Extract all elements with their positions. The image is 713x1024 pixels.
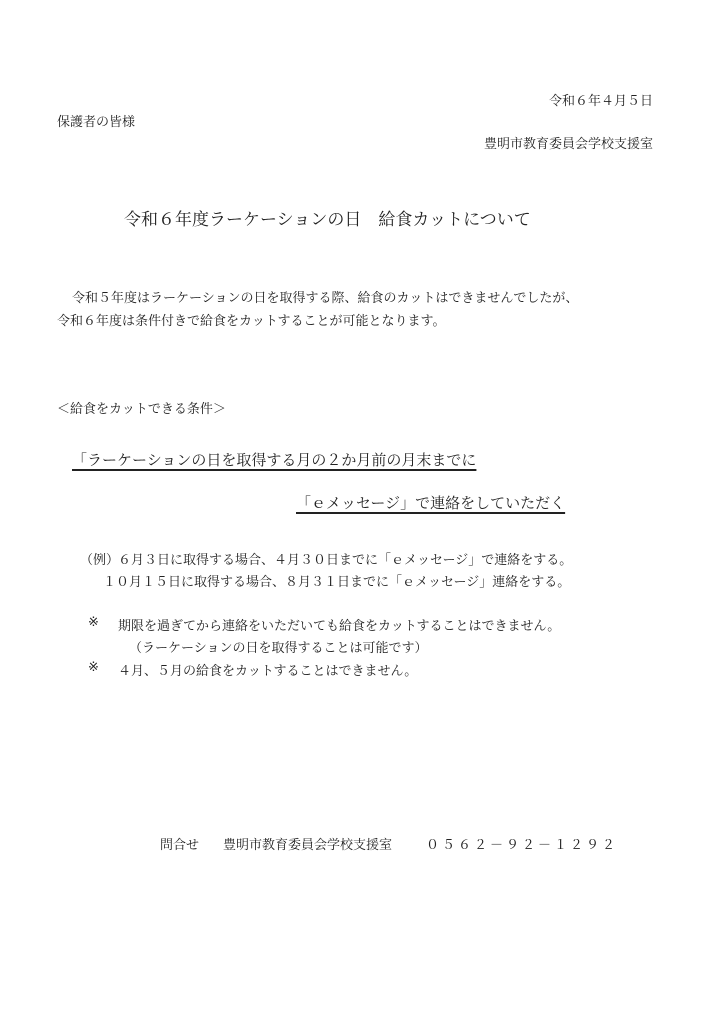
example-label: （例） xyxy=(80,553,120,568)
note-1-subtext: （ラーケーションの日を取得することは可能です） xyxy=(129,641,428,656)
condition-line-1: 「ラーケーションの日を取得する月の２か月前の月末までに xyxy=(72,451,477,469)
example-line-2: １０月１５日に取得する場合、８月３１日までに「ｅメッセージ」連絡をする。 xyxy=(103,575,571,590)
letter-date: 令和６年４月５日 xyxy=(548,94,653,109)
contact-phone: ０５６２－９２－１２９２ xyxy=(426,838,619,853)
recipient: 保護者の皆様 xyxy=(57,115,136,130)
conditions-heading: ＜給食をカットできる条件＞ xyxy=(57,402,226,417)
example-line-1: ６月３日に取得する場合、４月３０日までに「ｅメッセージ」で連絡をする。 xyxy=(118,553,573,568)
note-1-text: 期限を過ぎてから連絡をいただいても給食をカットすることはできません。 xyxy=(118,619,561,634)
page-title: 令和６年度ラーケーションの日 給食カットについて xyxy=(124,210,531,230)
note-2-mark: ※ xyxy=(88,660,99,675)
note-1-mark: ※ xyxy=(88,615,99,630)
intro-line-1: 令和５年度はラーケーションの日を取得する際、給食のカットはできませんでしたが、 xyxy=(72,291,579,306)
contact-label: 問合せ xyxy=(160,838,200,853)
contact-org: 豊明市教育委員会学校支援室 xyxy=(223,838,393,853)
condition-line-2: 「ｅメッセージ」で連絡をしていただく xyxy=(296,494,566,512)
sender: 豊明市教育委員会学校支援室 xyxy=(483,137,653,152)
intro-line-2: 令和６年度は条件付きで給食をカットすることが可能となります。 xyxy=(57,314,446,329)
note-2-text: ４月、５月の給食をカットすることはできません。 xyxy=(118,664,418,679)
